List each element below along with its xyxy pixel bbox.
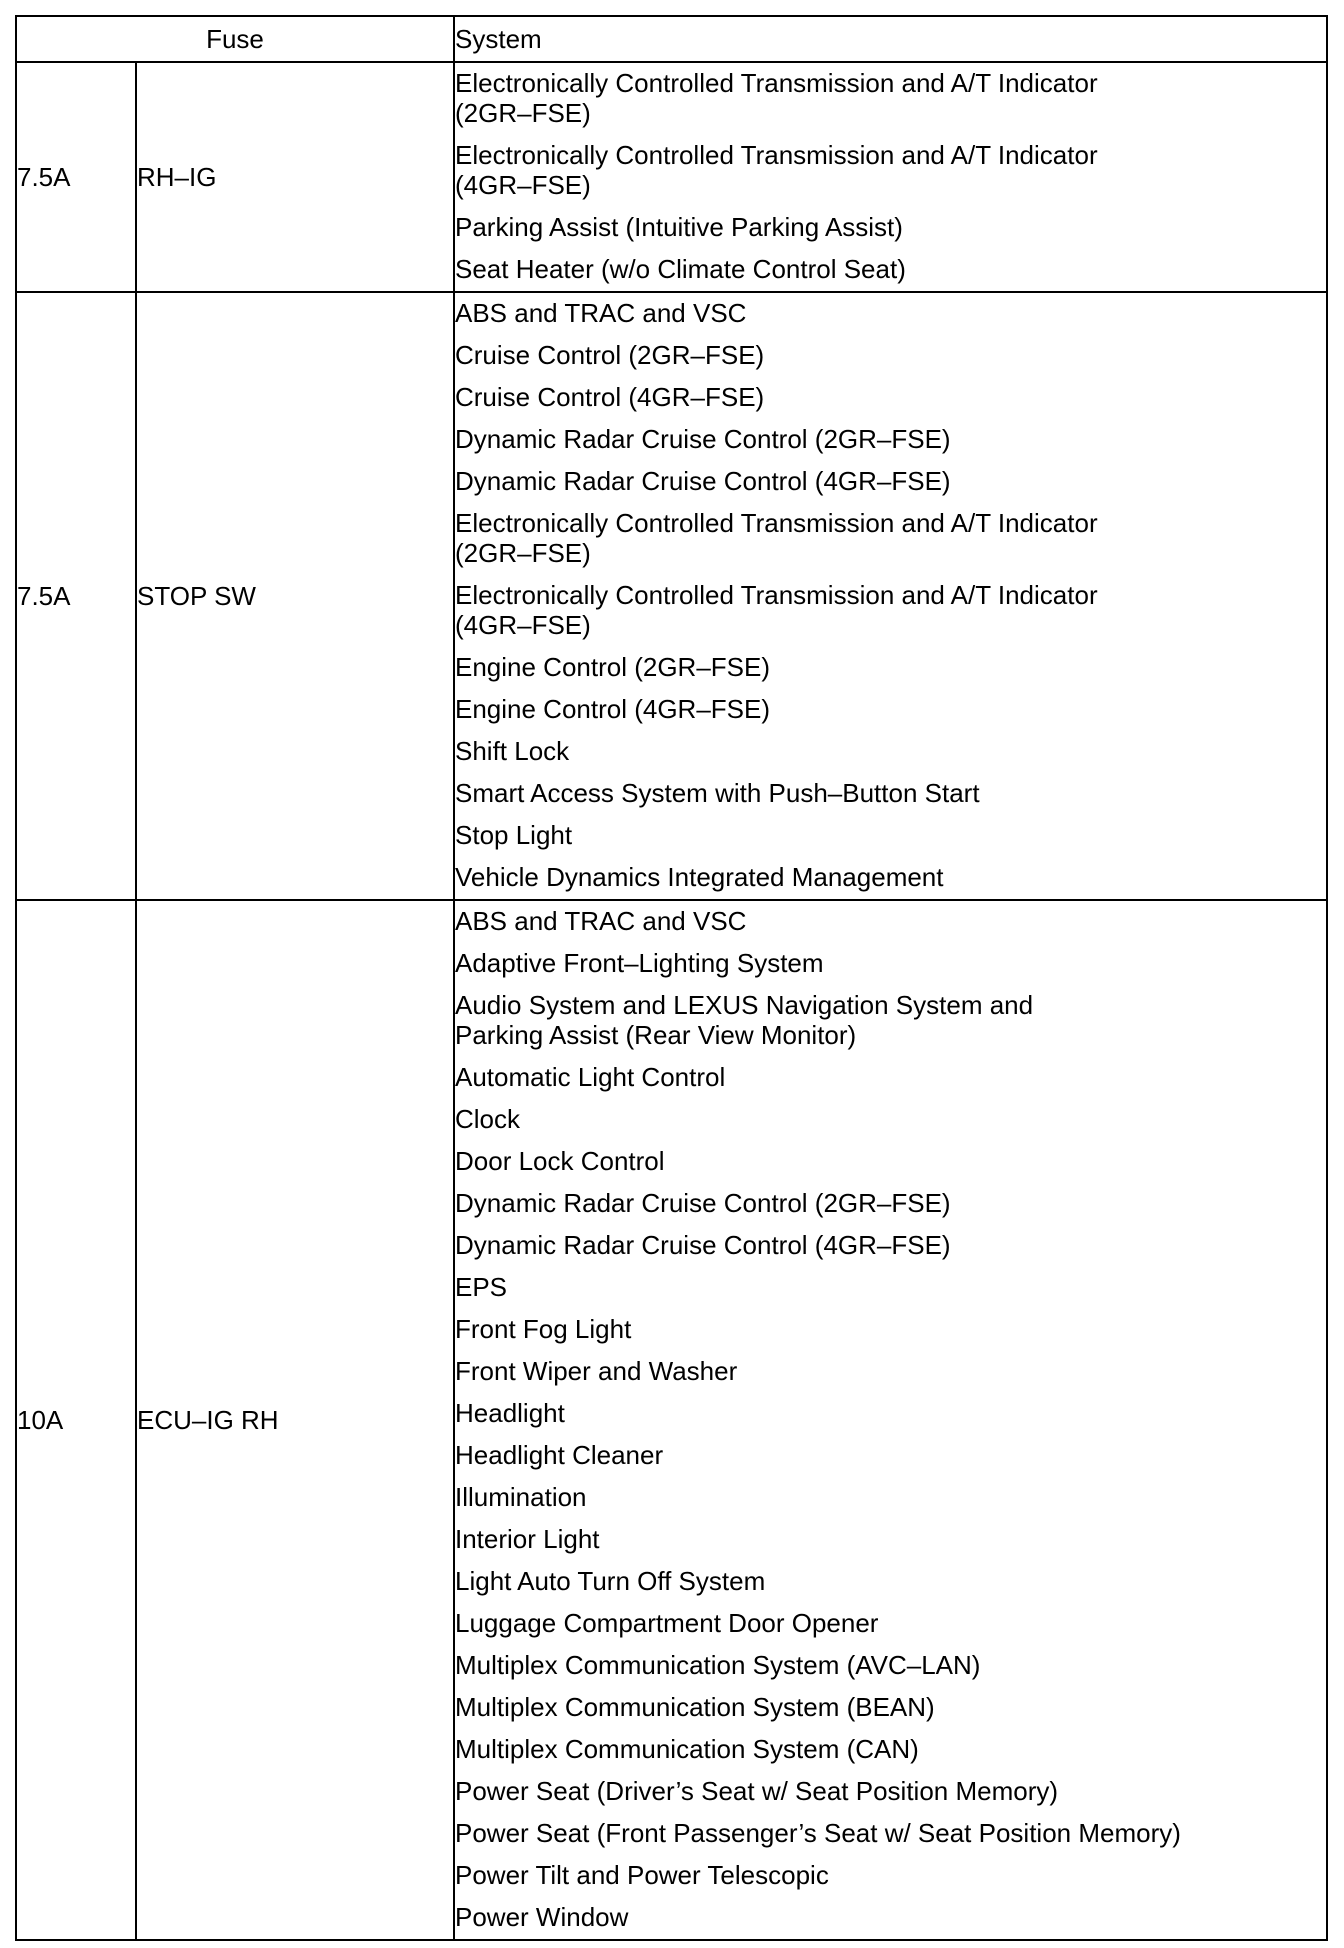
system-item: Illumination (455, 1482, 587, 1512)
system-item: Multiplex Communication System (BEAN) (455, 1692, 935, 1722)
system-item: Shift Lock (455, 736, 570, 766)
system-item: Power Window (455, 1902, 629, 1932)
system-item: Power Tilt and Power Telescopic (455, 1860, 829, 1890)
system-item: Headlight (455, 1398, 565, 1428)
system-item: Engine Control (2GR–FSE) (455, 652, 771, 682)
system-item: Automatic Light Control (455, 1062, 726, 1092)
system-item: Clock (455, 1104, 521, 1134)
system-item: Door Lock Control (455, 1146, 665, 1176)
fuse-amperage: 10A (16, 900, 136, 1940)
fuse-amperage: 7.5A (16, 62, 136, 292)
system-column-header: System (454, 16, 1327, 62)
fuse-table-body (16, 62, 1327, 1940)
system-item: Seat Heater (w/o Climate Control Seat) (455, 254, 906, 284)
table-row (16, 292, 1327, 900)
system-item: Audio System and LEXUS Navigation System and Parking Assist (Rear View Monitor) (455, 990, 1034, 1050)
system-item: Vehicle Dynamics Integrated Management (455, 862, 944, 892)
system-item: Adaptive Front–Lighting System (455, 948, 824, 978)
system-item: Electronically Controlled Transmission and A/T Indicator (2GR–FSE) (455, 508, 1098, 568)
fuse-name: ECU–IG RH (136, 900, 454, 1940)
system-item: Parking Assist (Intuitive Parking Assist) (455, 212, 903, 242)
system-item: Front Fog Light (455, 1314, 632, 1344)
system-item: Headlight Cleaner (455, 1440, 664, 1470)
fuse-name: STOP SW (136, 292, 454, 900)
system-list (454, 62, 1327, 292)
fuse-amperage: 7.5A (16, 292, 136, 900)
system-item: Power Seat (Driver’s Seat w/ Seat Position Memory) (455, 1776, 1059, 1806)
system-item: Multiplex Communication System (AVC–LAN) (455, 1650, 981, 1680)
system-item: Luggage Compartment Door Opener (455, 1608, 879, 1638)
system-item: Dynamic Radar Cruise Control (4GR–FSE) (455, 1230, 951, 1260)
system-item: Interior Light (455, 1524, 600, 1554)
system-item: Electronically Controlled Transmission and A/T Indicator (2GR–FSE) (455, 68, 1098, 128)
system-item: Multiplex Communication System (CAN) (455, 1734, 919, 1764)
fuse-column-header: Fuse (16, 16, 454, 62)
system-item: Engine Control (4GR–FSE) (455, 694, 771, 724)
system-item: Electronically Controlled Transmission and A/T Indicator (4GR–FSE) (455, 580, 1098, 640)
table-row (16, 62, 1327, 292)
system-list (454, 900, 1327, 1940)
system-item: Electronically Controlled Transmission and A/T Indicator (4GR–FSE) (455, 140, 1098, 200)
system-item: ABS and TRAC and VSC (455, 906, 747, 936)
system-item: Smart Access System with Push–Button Start (455, 778, 980, 808)
system-item: Front Wiper and Washer (455, 1356, 738, 1386)
system-list (454, 292, 1327, 900)
fuse-name: RH–IG (136, 62, 454, 292)
system-item: Dynamic Radar Cruise Control (2GR–FSE) (455, 424, 951, 454)
fuse-table (15, 15, 1328, 1941)
system-item: ABS and TRAC and VSC (455, 298, 747, 328)
system-item: Light Auto Turn Off System (455, 1566, 766, 1596)
system-item: Dynamic Radar Cruise Control (4GR–FSE) (455, 466, 951, 496)
system-item: Stop Light (455, 820, 573, 850)
system-item: EPS (455, 1272, 508, 1302)
system-item: Dynamic Radar Cruise Control (2GR–FSE) (455, 1188, 951, 1218)
system-item: Power Seat (Front Passenger’s Seat w/ Seat Position Memory) (455, 1818, 1181, 1848)
system-item: Cruise Control (2GR–FSE) (455, 340, 765, 370)
system-item: Cruise Control (4GR–FSE) (455, 382, 765, 412)
header-row (16, 16, 1327, 62)
table-row (16, 900, 1327, 1940)
